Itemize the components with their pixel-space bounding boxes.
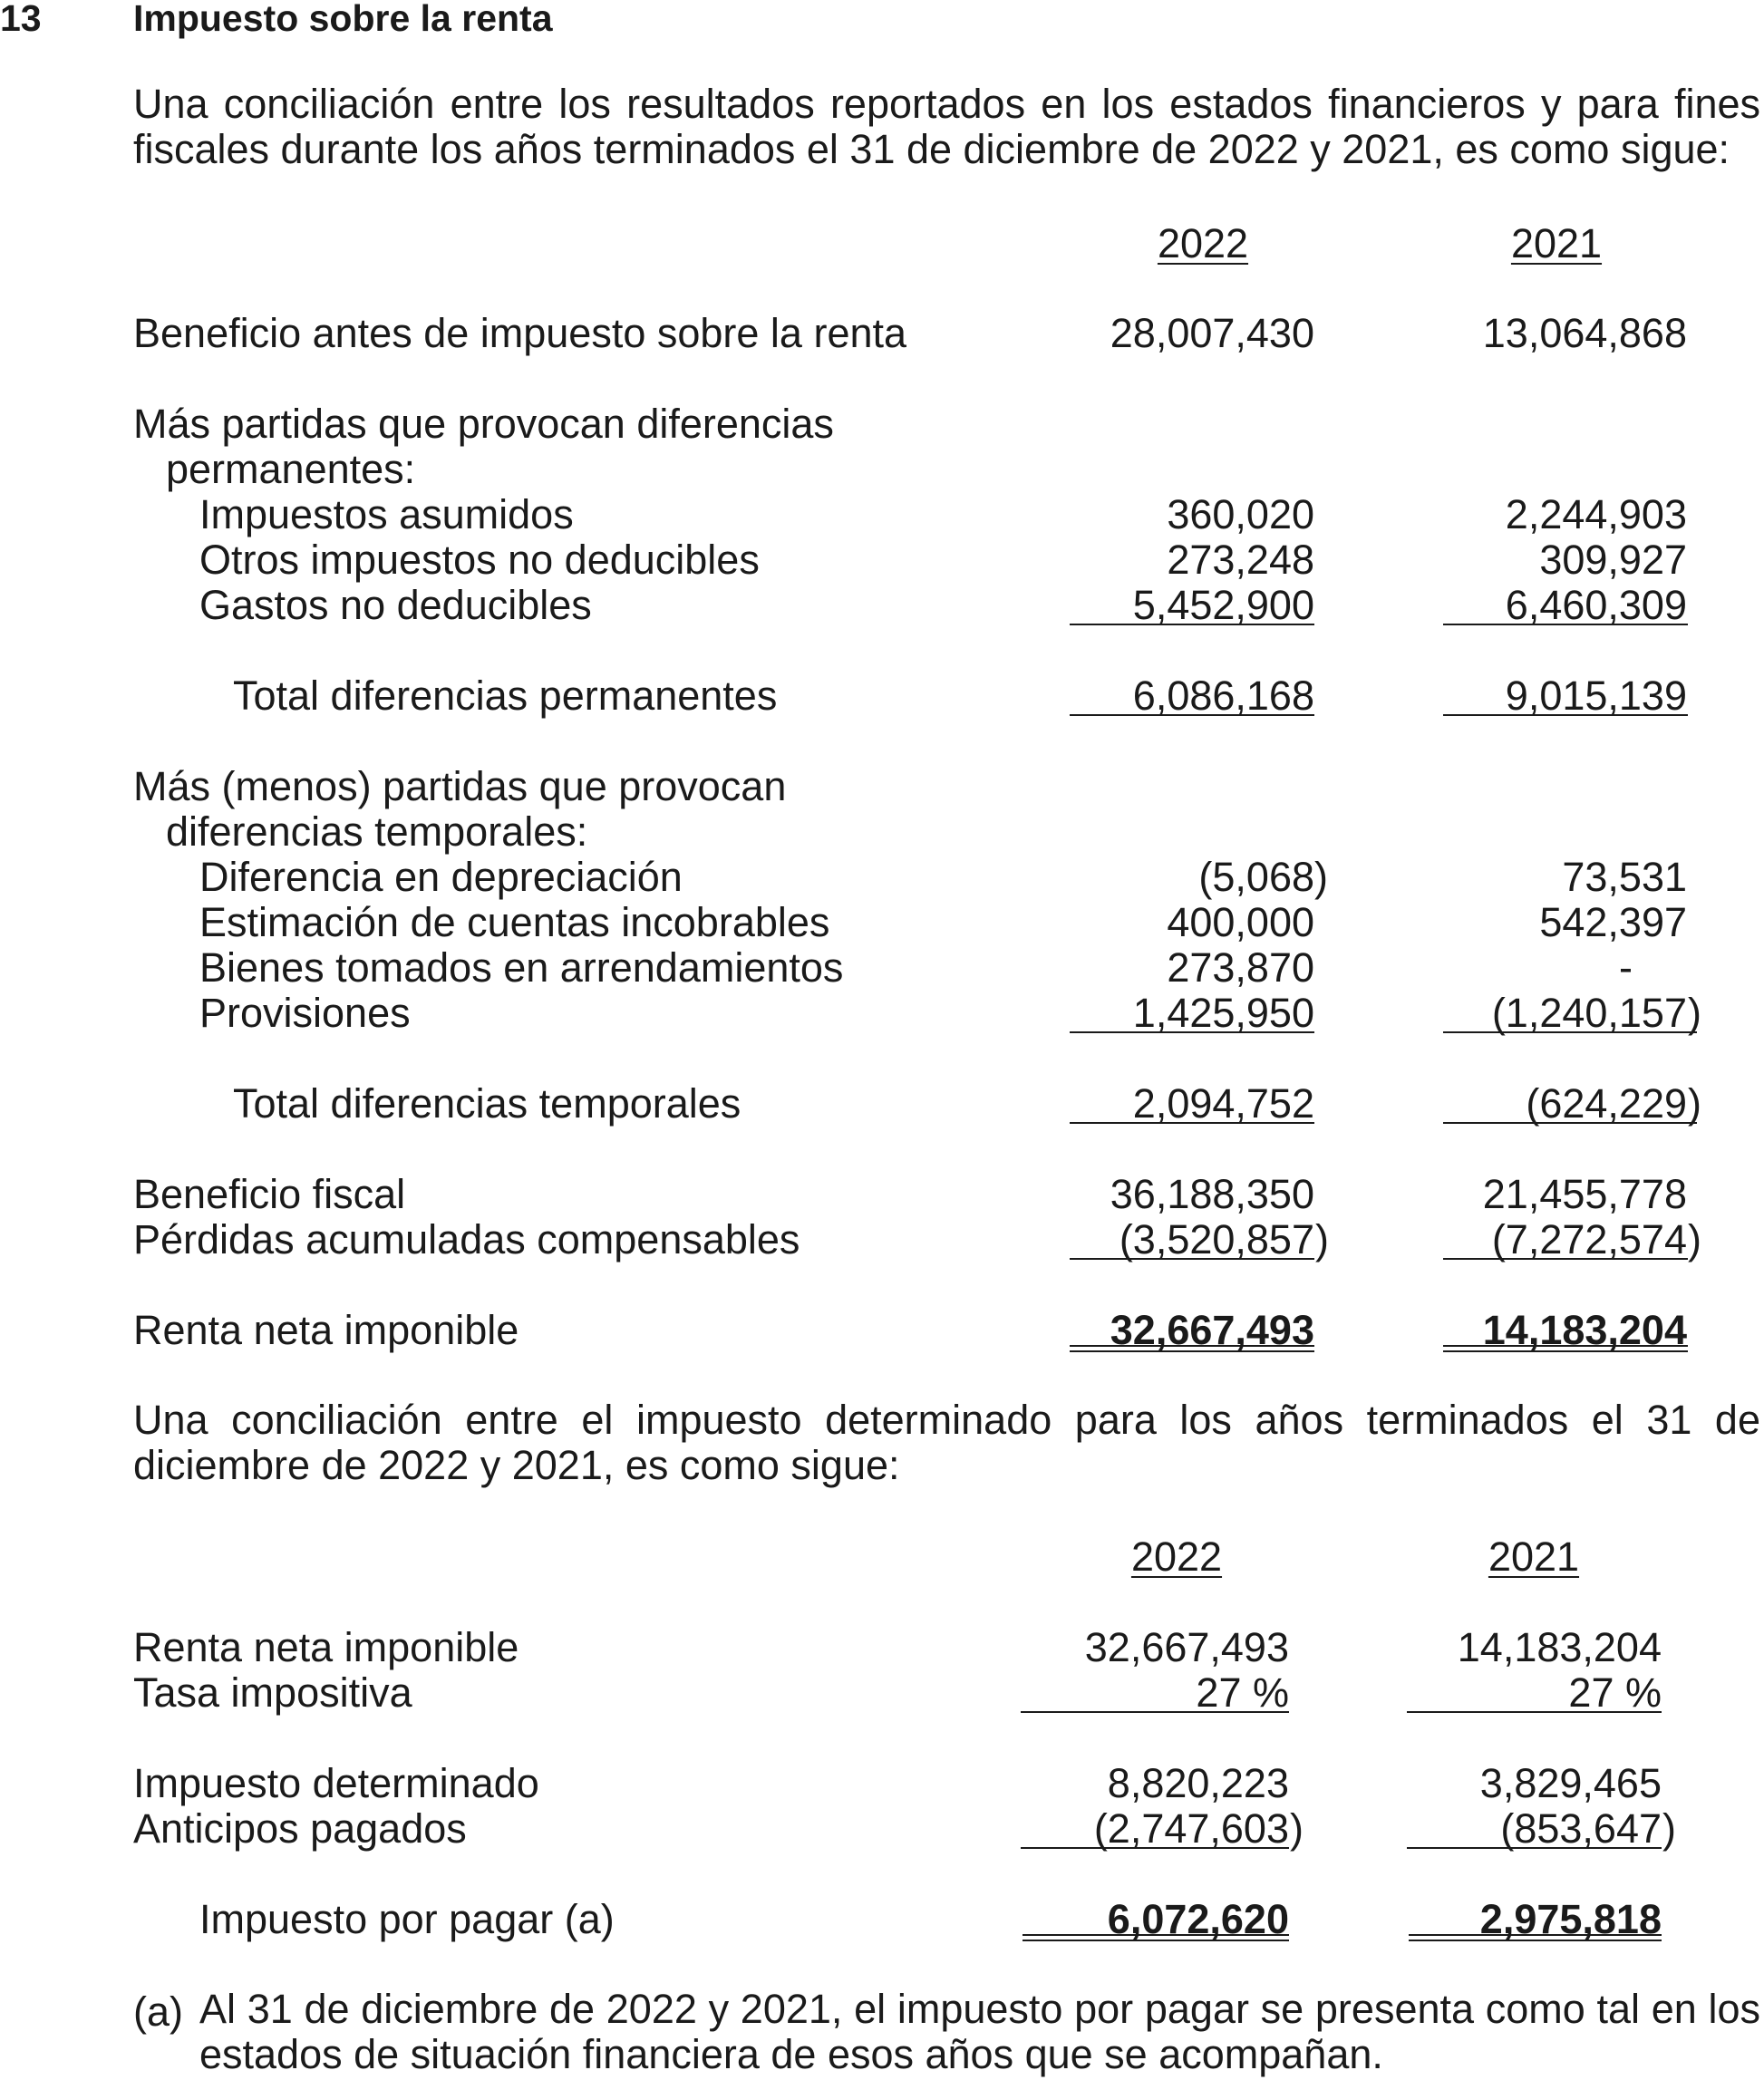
value-2021: 13,064,868: [1482, 310, 1687, 356]
underline: [1443, 714, 1688, 716]
value-2021: 3,829,465: [1479, 1760, 1662, 1806]
section-header: diferencias temporales:: [166, 808, 588, 855]
intro2-text: Una conciliación entre el impuesto determinado para los años terminados el 31 de diciembre de 2022 y 2021, es como sigue:: [133, 1397, 1760, 1488]
value-2022: 1,425,950: [1132, 990, 1314, 1036]
row-label: Gastos no deducibles: [199, 582, 592, 628]
value-2021: 6,460,309: [1505, 582, 1687, 628]
double-underline: [1409, 1934, 1662, 1941]
value-2022: 360,020: [1167, 491, 1314, 537]
value-2021: 21,455,778: [1482, 1171, 1687, 1217]
value-2021: 14,183,204: [1457, 1624, 1662, 1670]
table2-year-2022: 2022: [1130, 1533, 1223, 1580]
row-label: Otros impuestos no deducibles: [199, 537, 760, 583]
closing-paren: ): [1688, 990, 1701, 1036]
row-label: Impuestos asumidos: [199, 491, 574, 537]
value-2022: 27 %: [1196, 1669, 1289, 1716]
table1-year-2022: 2022: [1157, 220, 1249, 266]
row-label: Pérdidas acumuladas compensables: [133, 1216, 800, 1263]
value-2022: (5,068): [1198, 854, 1328, 900]
table2-year-2021: 2021: [1488, 1533, 1580, 1580]
value-2021: (853,647: [1500, 1805, 1662, 1852]
value-2021: (7,272,574: [1491, 1216, 1687, 1263]
row-label: Bienes tomados en arrendamientos: [199, 944, 844, 991]
value-2022: 8,820,223: [1107, 1760, 1289, 1806]
value-2021: 2,975,818: [1479, 1896, 1662, 1942]
row-label: Renta neta imponible: [133, 1307, 519, 1353]
value-2021: 9,015,139: [1505, 672, 1687, 719]
value-2022: 6,086,168: [1132, 672, 1314, 719]
value-2022: 6,072,620: [1107, 1896, 1289, 1942]
row-label: Beneficio antes de impuesto sobre la renta: [133, 310, 907, 356]
value-2021: 27 %: [1568, 1669, 1662, 1716]
row-label: Tasa impositiva: [133, 1669, 412, 1716]
underline: [1407, 1847, 1662, 1849]
value-2022: 32,667,493: [1084, 1624, 1289, 1670]
intro2-paragraph: [133, 1398, 1760, 1488]
value-2021: -: [1619, 944, 1633, 991]
footnote-paragraph: [199, 1987, 1760, 2077]
double-underline: [1070, 1345, 1314, 1352]
underline: [1443, 1031, 1697, 1033]
underline: [1070, 1031, 1314, 1033]
value-2021: (1,240,157: [1491, 990, 1687, 1036]
value-2021: 73,531: [1562, 854, 1687, 900]
value-2022: (3,520,857: [1119, 1216, 1314, 1263]
section-header: permanentes:: [166, 446, 416, 492]
row-label: Total diferencias permanentes: [233, 672, 778, 719]
intro-text: Una conciliación entre los resultados reportados en los estados financieros y para fines fiscales durante los años terminados el 31 de diciembre de 2022 y 2021, es como sigue:: [133, 81, 1760, 172]
value-2022: 5,452,900: [1132, 582, 1314, 628]
closing-paren: ): [1315, 1216, 1329, 1263]
row-label: Diferencia en depreciación: [199, 854, 683, 900]
value-2022: (2,747,603: [1093, 1805, 1289, 1852]
row-label: Renta neta imponible: [133, 1624, 519, 1670]
value-2021: 2,244,903: [1505, 491, 1687, 537]
row-label: Estimación de cuentas incobrables: [199, 899, 830, 945]
double-underline: [1023, 1934, 1289, 1941]
section-header: Más partidas que provocan diferencias: [133, 401, 834, 447]
closing-paren: ): [1688, 1216, 1701, 1263]
value-2021: 14,183,204: [1482, 1307, 1687, 1353]
row-label: Anticipos pagados: [133, 1805, 467, 1852]
closing-paren: ): [1662, 1805, 1676, 1852]
row-label: Provisiones: [199, 990, 411, 1036]
value-2022: 2,094,752: [1132, 1080, 1314, 1127]
underline: [1070, 1258, 1314, 1260]
double-underline: [1443, 1345, 1688, 1352]
underline: [1070, 1122, 1314, 1124]
note-title: Impuesto sobre la renta: [133, 0, 553, 39]
table1-year-2021: 2021: [1510, 220, 1603, 266]
underline: [1407, 1711, 1662, 1713]
value-2021: (624,229: [1526, 1080, 1687, 1127]
value-2022: 28,007,430: [1110, 310, 1314, 356]
closing-paren: ): [1688, 1080, 1701, 1127]
value-2022: 273,248: [1167, 537, 1314, 583]
underline: [1070, 714, 1314, 716]
footnote-text: Al 31 de diciembre de 2022 y 2021, el impuesto por pagar se presenta como tal en los estados de situación financiera de esos años que se acompañan.: [199, 1986, 1760, 2077]
footnote-marker: (a): [133, 1988, 183, 2035]
underline: [1021, 1847, 1289, 1849]
underline: [1021, 1711, 1289, 1713]
underline: [1443, 1122, 1697, 1124]
underline: [1443, 1258, 1688, 1260]
row-label: Total diferencias temporales: [233, 1080, 741, 1127]
section-header: Más (menos) partidas que provocan: [133, 763, 787, 809]
row-label: Beneficio fiscal: [133, 1171, 406, 1217]
row-label: Impuesto por pagar (a): [199, 1896, 615, 1942]
value-2022: 32,667,493: [1110, 1307, 1314, 1353]
closing-paren: ): [1290, 1805, 1304, 1852]
value-2021: 309,927: [1539, 537, 1687, 583]
value-2021: 542,397: [1539, 899, 1687, 945]
note-number: 13: [0, 0, 42, 39]
row-label: Impuesto determinado: [133, 1760, 539, 1806]
underline: [1070, 624, 1314, 625]
value-2022: 400,000: [1167, 899, 1314, 945]
value-2022: 36,188,350: [1110, 1171, 1314, 1217]
underline: [1443, 624, 1688, 625]
value-2022: 273,870: [1167, 944, 1314, 991]
intro-paragraph: [133, 82, 1760, 172]
